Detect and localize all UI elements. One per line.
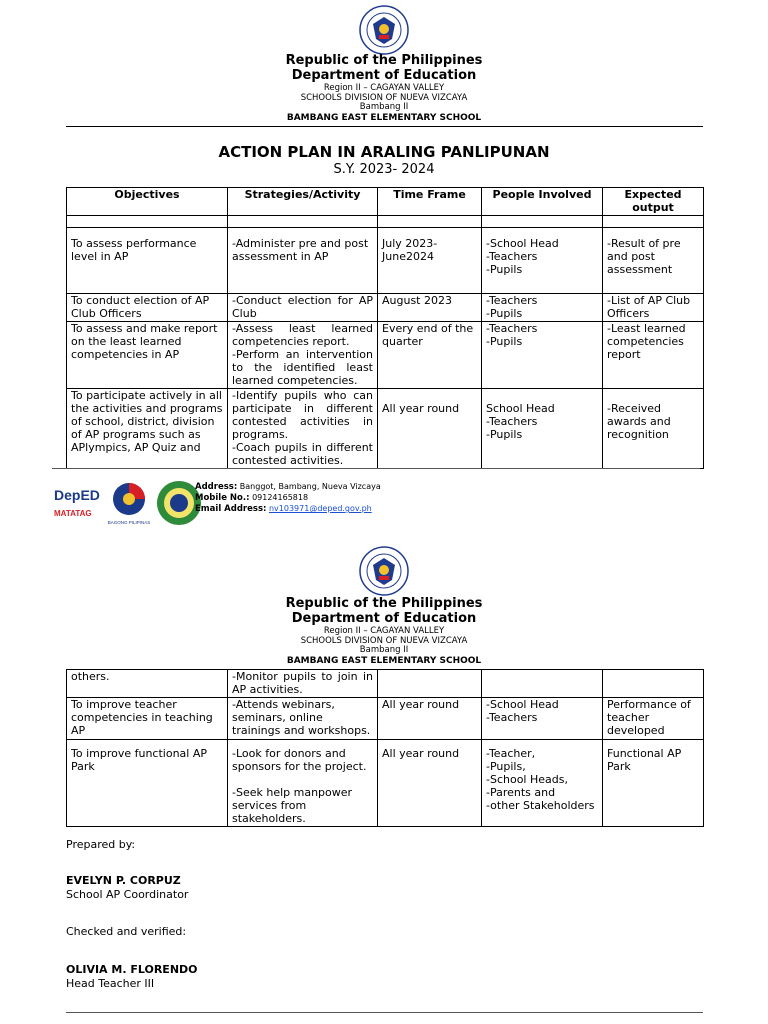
- cell-timeframe: All year round: [378, 697, 482, 739]
- cell-output: -Result of pre and post assessment: [603, 227, 704, 293]
- table-row: [67, 388, 704, 468]
- cell-strategy: -Attends webinars, seminars, online trainings and workshops.: [228, 697, 378, 739]
- cell-output: Functional AP Park: [603, 739, 704, 826]
- col-timeframe: Time Frame: [378, 188, 482, 216]
- table-row: [67, 227, 704, 293]
- mobile-label: Mobile No.:: [195, 493, 250, 504]
- table-row: [67, 697, 704, 739]
- cell-output: -Least learned competencies report: [603, 321, 704, 388]
- school-line: BAMBANG EAST ELEMENTARY SCHOOL: [286, 113, 482, 124]
- cell-timeframe: August 2023: [378, 293, 482, 321]
- cell-people: School Head -Teachers -Pupils: [482, 388, 603, 468]
- cell-output: -Received awards and recognition: [603, 388, 704, 468]
- deped-matatag-logo: [52, 482, 100, 522]
- table-row: [67, 670, 704, 698]
- checker-title: Head Teacher III: [66, 977, 155, 990]
- cell-timeframe: [378, 670, 482, 698]
- table-row: [67, 293, 704, 321]
- cell-output: -List of AP Club Officers: [603, 293, 704, 321]
- prepared-by-label: Prepared by:: [66, 838, 136, 851]
- district-line: Bambang II: [359, 102, 409, 113]
- cell-timeframe: July 2023- June2024: [378, 227, 482, 293]
- cell-timeframe: All year round: [378, 739, 482, 826]
- mobile-value: 09124165818: [252, 493, 309, 503]
- region-line: Region II – CAGAYAN VALLEY: [323, 625, 445, 636]
- cell-strategy: -Assess least learned competencies report. -Perform an intervention to the identified least learned competencies.: [228, 321, 378, 388]
- bottom-divider: [66, 1012, 703, 1013]
- col-people: People Involved: [482, 188, 603, 216]
- bagong-pilipinas-logo: [106, 480, 152, 526]
- cell-strategy: -Look for donors and sponsors for the project. -Seek help manpower services from stakeholders.: [228, 739, 378, 826]
- col-strategies: Strategies/Activity: [228, 188, 378, 216]
- preparer-name: EVELYN P. CORPUZ: [66, 874, 181, 887]
- cell-people: -Teachers -Pupils: [482, 293, 603, 321]
- cell-strategy: -Monitor pupils to join in AP activities.: [228, 670, 378, 698]
- cell-strategy: -Conduct election for AP Club: [228, 293, 378, 321]
- cell-people: -Teacher, -Pupils, -School Heads, -Parents and -other Stakeholders: [482, 739, 603, 826]
- matatag-logo-text: MATATAG: [54, 509, 92, 518]
- deped-seal-icon: [359, 5, 409, 55]
- cell-objective: To assess and make report on the least learned competencies in AP: [67, 321, 228, 388]
- page-footer: [52, 480, 452, 526]
- deped-seal-icon: [359, 546, 409, 596]
- table-row: [67, 739, 704, 826]
- cell-people: [482, 670, 603, 698]
- cell-objective: To conduct election of AP Club Officers: [67, 293, 228, 321]
- cell-output: Performance of teacher developed: [603, 697, 704, 739]
- department-line: Department of Education: [291, 610, 477, 626]
- republic-line: Republic of the Philippines: [285, 596, 483, 611]
- footer-divider: [52, 468, 700, 469]
- cell-people: -School Head -Teachers: [482, 697, 603, 739]
- republic-line: Republic of the Philippines: [285, 53, 483, 68]
- email-label: Email Address:: [195, 504, 267, 515]
- footer-contact: [195, 482, 381, 515]
- cell-objective: others.: [67, 670, 228, 698]
- header-divider: [66, 126, 703, 127]
- cell-strategy: -Identify pupils who can participate in different contested activities in programs. -Coach pupils in different contested activities.: [228, 388, 378, 468]
- cell-output: [603, 670, 704, 698]
- cell-objective: To participate actively in all the activities and programs of school, district, division of AP programs such as APlympics, AP Quiz and: [67, 388, 228, 468]
- school-year: S.Y. 2023- 2024: [333, 162, 435, 177]
- checker-name: OLIVIA M. FLORENDO: [66, 963, 198, 976]
- checked-by-label: Checked and verified:: [66, 925, 187, 938]
- deped-logo-text: DepED: [54, 487, 100, 503]
- school-line: BAMBANG EAST ELEMENTARY SCHOOL: [286, 656, 482, 667]
- preparer-title: School AP Coordinator: [66, 888, 189, 901]
- col-output: Expected output: [603, 188, 704, 216]
- table-row: [67, 321, 704, 388]
- action-plan-table: [66, 187, 704, 469]
- division-line: SCHOOLS DIVISION OF NUEVA VIZCAYA: [300, 635, 468, 646]
- cell-people: -School Head -Teachers -Pupils: [482, 227, 603, 293]
- cell-timeframe: Every end of the quarter: [378, 321, 482, 388]
- department-line: Department of Education: [291, 67, 477, 83]
- cell-people: -Teachers -Pupils: [482, 321, 603, 388]
- letterhead: [0, 54, 768, 124]
- cell-objective: To improve functional AP Park: [67, 739, 228, 826]
- cell-objective: To improve teacher competencies in teaching AP: [67, 697, 228, 739]
- page-title: ACTION PLAN IN ARALING PANLIPUNAN: [218, 143, 550, 161]
- table-header-row: [67, 188, 704, 216]
- action-plan-table-continued: [66, 669, 704, 827]
- division-line: SCHOOLS DIVISION OF NUEVA VIZCAYA: [300, 92, 468, 103]
- col-objectives: Objectives: [67, 188, 228, 216]
- letterhead-page2: [0, 597, 768, 667]
- address-label: Address:: [195, 482, 238, 492]
- region-line: Region II – CAGAYAN VALLEY: [323, 82, 445, 93]
- address-value: Banggot, Bambang, Nueva Vizcaya: [239, 482, 381, 491]
- bagong-logo-text: BAGONG PILIPINAS: [107, 520, 151, 525]
- district-line: Bambang II: [359, 645, 409, 656]
- table-row-empty: [67, 215, 704, 227]
- cell-timeframe: All year round: [378, 388, 482, 468]
- cell-objective: To assess performance level in AP: [67, 227, 228, 293]
- email-link[interactable]: nv103971@deped.gov.ph: [268, 504, 372, 514]
- cell-strategy: -Administer pre and post assessment in AP: [228, 227, 378, 293]
